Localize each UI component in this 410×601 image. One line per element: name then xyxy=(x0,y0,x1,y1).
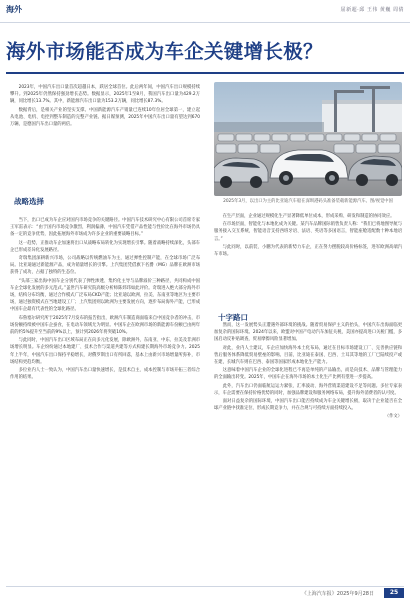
photo-caption: 2025年3月，以出口为主的比亚迪汽车船在深圳港码头准备装载新能源汽车。图/视觉中国 xyxy=(223,199,393,204)
car-shipment-photo xyxy=(214,82,402,196)
editor-info: 屈新超·邱 王伟 黄巍 周倩 xyxy=(340,7,404,13)
crossroads-paragraph: 这意味着中国汽车企业的全球化进程已不再是单纯的产品输出，而是向技术、品牌与管理能力的全面输出转变。2025年，中国车企在海外市场的本土化生产比例有望进一步提高。 xyxy=(214,368,402,381)
footer-rule xyxy=(6,586,404,587)
intro-block xyxy=(10,84,200,179)
section-heading-crossroads: 十字路口 xyxy=(218,313,248,322)
strategy-paragraph: 当下，出口已成为车企应对国内市场竞争的关键路径。中国汽车技术研究中心有限公司首席专家王军雷表示：“由于国内市场竞争激烈，利润偏薄，中国汽车凭借产品性能与性价比在海外市场仍具备一定的竞争优势，因此拓展海外市场成为许多企业的重要战略目标。” xyxy=(10,218,200,238)
strategy-paragraph: 与此同时，中国汽车出口区域布局正在向多元化发展，除欧洲外，东南亚、中东、拉美及非洲市场增长明显。车企纷纷通过本地建厂、技术合作与渠道共建等方式构建长期海外市场竞争力。2025年上半年，中国汽车出口保持平稳增长，对俄罗斯出口有所回落，基本上由新兴市场增量所弥补，市场结构更趋均衡。 xyxy=(10,338,200,365)
section-tag: 海外 xyxy=(6,5,22,14)
headline: 海外市场能否成为车企关键增长极？ xyxy=(6,40,323,63)
crossroads-paragraph: 此外，汽车出口仍面临航运运力紧张、汇率波动、海外营销渠道建设不足等问题。多位专家表示，车企需要在保持价格优势的同时，加强品牌建设和服务网络布局，提升海外消费者的认可度。 xyxy=(214,383,402,396)
crossroads-block xyxy=(214,322,402,557)
intro-paragraph: 2023年，中国汽车出口量首次超越日本，跃居全球首位。此后两年间，中国汽车出口规模持续攀升。到2025年仍然保持强劲增长态势。数据显示，2025年1至8月，我国汽车出口量为429.2万辆，同比增长13.7%。其中，新能源汽车出口量为153.2万辆，同比增长87.3%。 xyxy=(10,85,200,105)
headline-rule xyxy=(6,72,404,74)
crossroads-paragraph: 面对日益复杂的国际环境，中国汽车出口能否持续成为车企关键增长极，取决于企业能否在全球产业链中找准定位、形成长期竞争力，并在合规与可持续方面持续投入。 xyxy=(214,399,402,412)
strategy-paragraph: “头部三家出海中国车企分别代表了弹性渗透、集约化主导与品牌溢价三种路径，共同构成中国车企全球化发展的多元范式。”盖世汽车研究院高级分析师陈炜玮如此评价。奇瑞进入绝大部分海外市场，结构分布均衡，通过合作模式广泛布局CKD产能；比亚迪以欧洲、拉美、东南亚等地区为主要市场，通过独资模式在当地建设工厂；上汽集团则以欧洲为主要发展方向，逐步布局海外产能，已形成中国车企最有代表性的全球化路径。 xyxy=(10,278,200,313)
intro-paragraph: 数据背后，是相关产业的坚实支撑。中国新能源汽车产销量已连续10年位居全球第一，建立起从电池、电机、电控到整车制造的完整产业链。据日媒预测，2025年中国汽车出口量有望达到670万辆，是德国汽车出口量的两倍。 xyxy=(10,107,200,128)
continuation-block xyxy=(214,213,402,313)
crossroads-paragraph: 然而，这一发展势头正遭遇外部环境的挑战。随着贸易保护主义的抬头，中国汽车出海面临更加复杂的国际环境。2024年以来，欧盟对中国产电动汽车加征关税，美国亦提高进口关税门槛，多国启动反补贴调查，贸易摩擦风险显著增加。 xyxy=(214,323,402,343)
section-heading-strategy: 战略选择 xyxy=(14,197,44,206)
article-signoff: （作文） xyxy=(384,414,402,420)
continuation-paragraph: 在生产层面，企业通过规模化生产显著降低单位成本，形成采购、研发和制造的协同效应。 xyxy=(222,214,395,219)
continuation-paragraph: 与此同时，以前装、小鹏为代表的新势力车企，正在努力摆脱较高价格标签，进军欧洲高端汽车市场。 xyxy=(214,244,402,258)
continuation-paragraph: 在市场层面，智能化与本地化成为关键。某汽车品牌国际销售负责人称：“我们已将地图导航与服务接入交互系统，智能语音支持西班牙语、法语、英语等多国语言，智能座舱适配数十种本地语言。” xyxy=(214,222,402,242)
strategy-paragraph: 布鲁塞尔研究所于2025年7月发布的报告指出，欧洲汽车制造商面临来自中国竞争者的冲击，市场份额持续被中国车企蚕食，在电动车领域尤为明显。中国车企在欧洲市场的新能源车份额已由两年前的约5%提升至当前的9%以上，预计到2026年将突破10%。 xyxy=(10,315,200,336)
top-bar xyxy=(0,0,410,23)
crossroads-paragraph: 对此，业内人士建议，车企应加快海外本土化布局，通过在目标市场建设工厂、完善供应链和售后服务体系降低贸易壁垒的影响。目前，比亚迪在泰国、巴西、土耳其等地的工厂已陆续投产或在建，长城汽车则在巴西、泰国等国家形成本地化生产能力。 xyxy=(214,345,402,366)
strategy-paragraph: 奇瑞集团深耕新兴市场，公司战略以传统燃油车为主，通过弹性控制产能，在全球市场广泛布局。比亚迪通过新能源产品，成为销量增长的引擎。上汽集团凭借旗下名爵（MG）品牌在欧洲市场获得了成功，占据了独特的生态位。 xyxy=(10,256,200,276)
car-shipment-illustration xyxy=(214,82,402,196)
strategy-paragraph: 这一趋势，正推动车企加速将出口从战略布局转化为实现增长引擎。随着战略持续深化，头部车企已形成差异化发展路径。 xyxy=(10,240,200,253)
strategy-block xyxy=(10,217,200,557)
strategy-paragraph: 多位业内人士一致认为，中国汽车出口量快速增长，是技术自主、成本控制与市场开拓三者综合作用的结果。 xyxy=(10,368,200,381)
page-number: 25 xyxy=(384,588,404,598)
footer-journal: 《上海汽车报》2025年9月28日 xyxy=(301,591,374,597)
